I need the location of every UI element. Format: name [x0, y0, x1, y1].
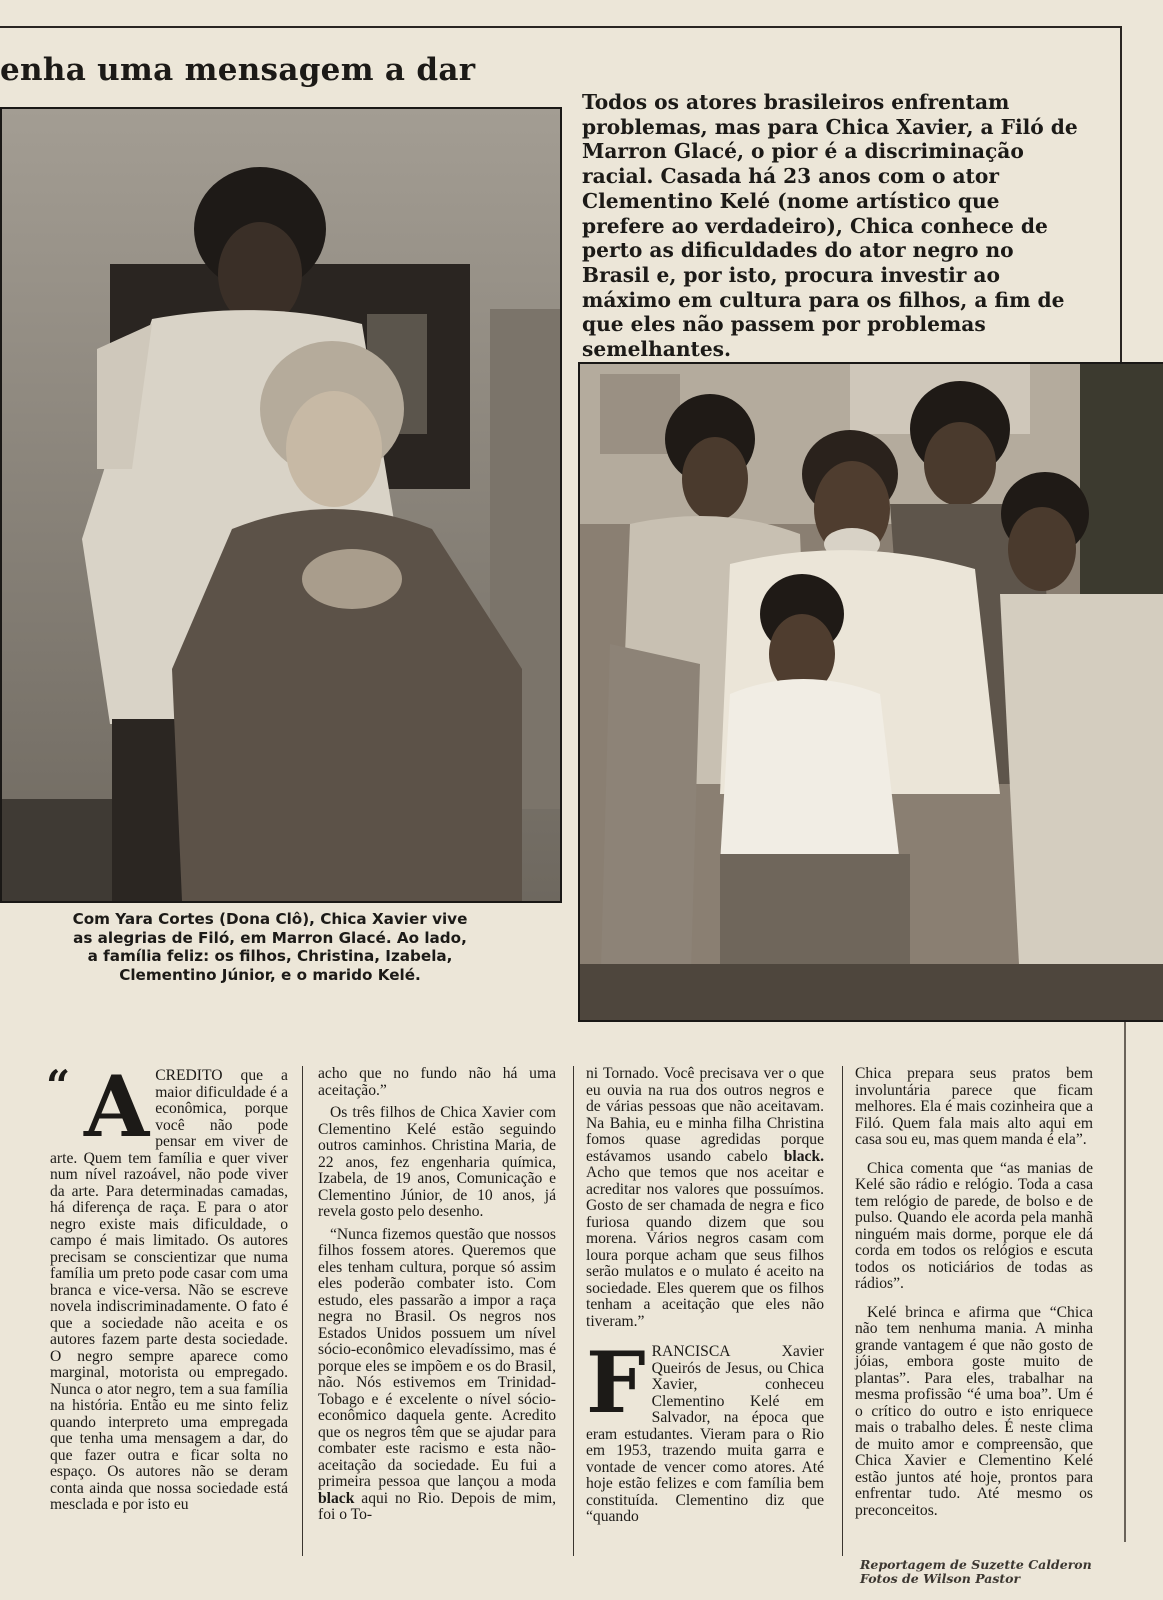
- page-frame-right-lower: [1124, 1022, 1126, 1542]
- article-column-4: [855, 1066, 1093, 1519]
- lead-word: RANCISCA: [651, 1343, 730, 1360]
- column-rule: [573, 1066, 574, 1556]
- page-frame-top: [0, 26, 1122, 28]
- article-paragraph: Chica comenta que “as manias de Kelé são rádio e relógio. Toda a casa tem relógio de parede, de bolso e de pulso. Quando ele acorda pela manhã ninguém mais dorme, porque ele dá corda em todos os relógios e escuta todos os noticiários de todas as rádios”.: [855, 1159, 1093, 1292]
- drop-cap: A: [84, 1057, 150, 1156]
- photo-caption: Com Yara Cortes (Dona Clô), Chica Xavier vive as alegrias de Filó, em Marron Glacé. Ao lado, a família feliz: os filhos, Christina, Izabela, Clementino Júnior, e o marido Kelé.: [72, 910, 468, 984]
- bold-term: black.: [783, 1147, 825, 1165]
- article-paragraph: Os três filhos de Chica Xavier com Clementino Kelé estão seguindo outros caminhos. Christina Maria, de 22 anos, fez engenharia química, Izabela, de 19 anos, Comunicação e Clementino Júnior, de 10 anos, já revela gosto pelo desenho.: [318, 1104, 556, 1220]
- article-text: Acho que temos que nos aceitar e acreditar nos valores que possuímos. Gosto de ser chamada de negra e fico furiosa quando dizem que sou morena. Vários negros casam com loura porque acham que seus filhos serão mulatos e o mulato é aceito na sociedade. Eles querem que os filhos tenham a aceitação que eles não tiveram.”: [586, 1164, 824, 1330]
- column-rule: [842, 1066, 843, 1556]
- photo-chica-and-yara-image: [2, 109, 560, 901]
- credits: [860, 1558, 1100, 1586]
- drop-cap: F: [586, 1333, 646, 1432]
- column-rule: [302, 1066, 303, 1556]
- article-paragraph: Chica prepara seus pratos bem involuntária parece que ficam melhores. Ela é mais cozinheira que a Filó. Quem fala mais alto aqui em casa sou eu, mas quem manda é ela”.: [855, 1065, 1093, 1148]
- article-column-2: [318, 1066, 556, 1524]
- article-column-3: [586, 1066, 824, 1526]
- headline: enha uma mensagem a dar: [0, 52, 476, 88]
- photo-chica-and-yara: [0, 107, 562, 903]
- article-paragraph: [586, 1066, 824, 1330]
- bold-term: black: [318, 1489, 355, 1507]
- article-paragraph: Kelé brinca e afirma que “Chica não tem nenhuma mania. A minha grande vantagem é que não gosto de jóias, embora goste muito de plantas”. Para eles, trabalhar na mesma profissão “é uma boa”. Um é o crítico do outro e isto enriquece mais o trabalho deles. É neste clima de muito amor e compreensão, que Chica Xavier e Clementino Kelé estão juntos até hoje, prontos para enfrentar tudo. Até mesmo os preconceitos.: [855, 1303, 1093, 1519]
- article-text: Xavier Queirós de Jesus, ou Chica Xavier, conheceu Clementino Kelé em Salvador, na época que eram estudantes. Vieram para o Rio em 1953, trazendo muita garra e vontade de vencer como atores. Até hoje estão felizes e com família bem constituída. Clementino diz que “quando: [586, 1343, 824, 1525]
- article-paragraph: [586, 1333, 824, 1526]
- article-text: ni Tornado. Você precisava ver o que eu ouvia na rua dos outros negros e de várias pessoas que não aceitavam. Na Bahia, eu e minha filha Christina fomos quase agredidas porque estávamos usando cabelo: [586, 1065, 824, 1165]
- photo-credit: Fotos de Wilson Pastor: [860, 1571, 1021, 1586]
- article-text: aqui no Rio. Depois de mim, foi o To-: [318, 1489, 556, 1523]
- report-credit: Reportagem de Suzette Calderon: [860, 1557, 1092, 1572]
- article-text: “Nunca fizemos questão que nossos filhos fossem atores. Queremos que eles tenham cultura, porque só assim eles poderão combater isto. Com estudo, eles passarão a impor a raça negra no Brasil. Os negros nos Estados Unidos possuem um nível sócio-econômico elevadíssimo, mas é porque eles se impõem e os do Brasil, não. Nós estivemos em Trinidad-Tobago e é excelente o nível sócio-econômico daquela gente. Acredito que os negros têm que se ajudar para combater este racismo e esta não-aceitação da sociedade. Eu fui a primeira pessoa que lançou a moda: [318, 1225, 556, 1490]
- page-frame-right: [1120, 26, 1122, 366]
- intro-paragraph: Todos os atores brasileiros enfrentam problemas, mas para Chica Xavier, a Filó de Marron Glacé, o pior é a discriminação racial. Casada há 23 anos com o ator Clementino Kelé (nome artístico que prefere ao verdadeiro), Chica conhece de perto as dificuldades do ator negro no Brasil e, por isto, procura investir ao máximo em cultura para os filhos, a fim de que eles não passem por problemas semelhantes.: [582, 90, 1078, 362]
- article-text: que a maior dificuldade é a econômica, porque você não pode pensar em viver de arte. Quem tem família e quer viver num nível razoável, não pode viver da arte. Para determinadas camadas, há diferença de raça. E para o ator negro existe mais dificuldade, o campo é mais limitado. Os autores precisam se conscientizar que numa família um preto pode casar com uma branca e vice-versa. Não se escreve novela indiscriminadamente. O fato é que a sociedade não aceita e os autores fazem parte desta sociedade. O negro sempre aparece como marginal, motorista ou empregado. Nunca o ator negro, tem a sua família na história. Então eu me sinto feliz quando interpreto uma empregada que tenha uma mensagem a dar, do que fazer outra e ficar solta no espaço. Os autores não se deram conta ainda que nossa sociedade está mesclada e por isto eu: [50, 1067, 288, 1513]
- article-paragraph: acho que no fundo não há uma aceitação.”: [318, 1065, 556, 1099]
- article-column-1: [50, 1057, 288, 1514]
- opening-quote-mark: “: [46, 1061, 71, 1110]
- article-paragraph: [318, 1227, 556, 1524]
- photo-family-image: [580, 364, 1163, 1020]
- lead-word: CREDITO: [155, 1067, 223, 1084]
- article-paragraph: [50, 1057, 288, 1514]
- photo-family: [578, 362, 1163, 1022]
